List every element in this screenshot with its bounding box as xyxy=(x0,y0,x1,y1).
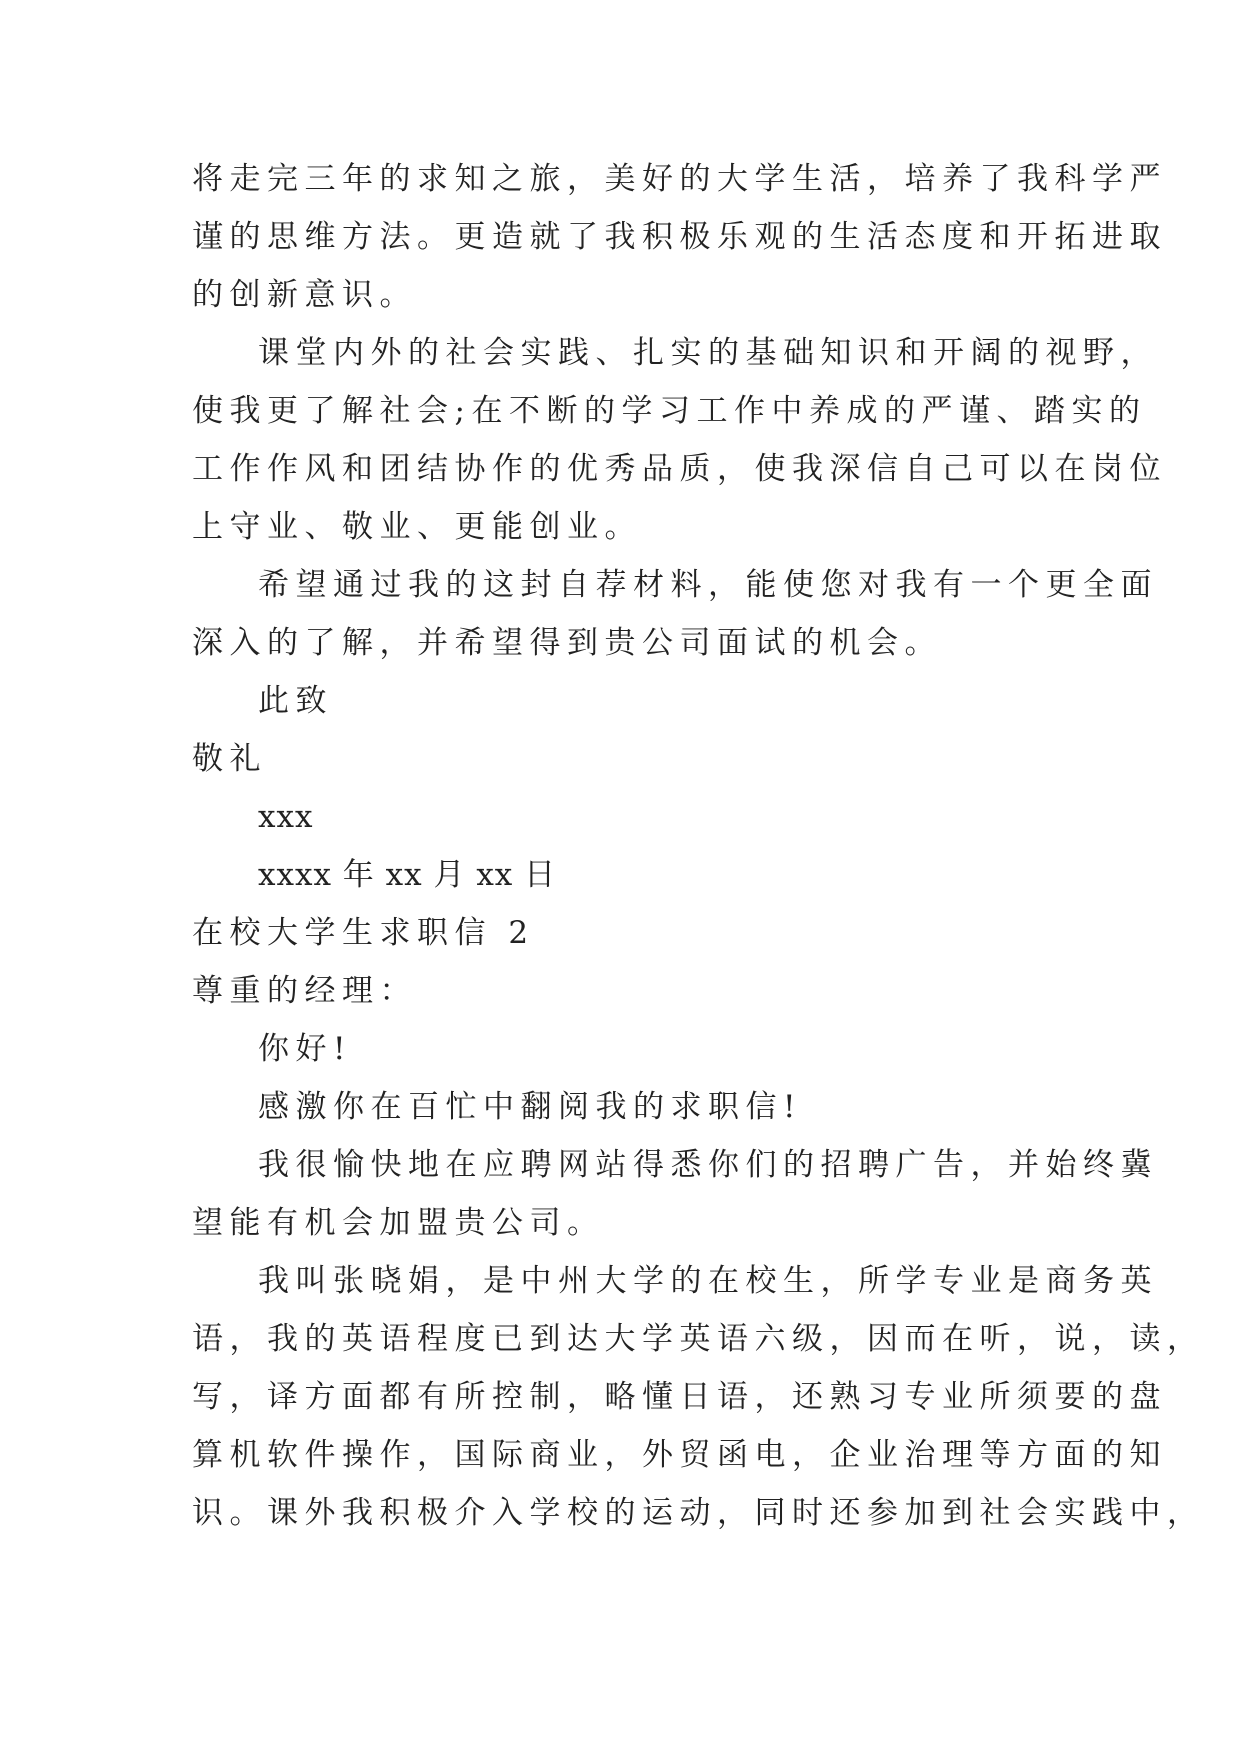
text-line: 算机软件操作，国际商业，外贸函电，企业治理等方面的知 xyxy=(192,1437,1167,1473)
text-line: 课堂内外的社会实践、扎实的基础知识和开阔的视野， xyxy=(258,335,1158,371)
paragraph xyxy=(192,1136,1158,1252)
document-body xyxy=(192,150,1205,1542)
text-line: 谨的思维方法。更造就了我积极乐观的生活态度和开拓进取 xyxy=(192,219,1167,255)
text-line: 使我更了解社会;在不断的学习工作中养成的严谨、踏实的 xyxy=(192,393,1147,429)
salutation-closing xyxy=(192,730,1054,788)
text-line: 工作作风和团结协作的优秀品质，使我深信自己可以在岗位 xyxy=(192,451,1167,487)
text-line: 在校大学生求职信 2 xyxy=(192,915,535,951)
paragraph xyxy=(192,1252,1205,1542)
text-line: 望能有机会加盟贵公司。 xyxy=(192,1205,605,1241)
text-line: 深入的了解，并希望得到贵公司面试的机会。 xyxy=(192,625,942,661)
greeting xyxy=(192,962,1054,1020)
text-line: 的创新意识。 xyxy=(192,277,417,313)
closing-phrase xyxy=(192,672,1054,730)
paragraph xyxy=(192,556,1158,672)
text-line: 语，我的英语程度已到达大学英语六级，因而在听，说，读， xyxy=(192,1321,1205,1357)
paragraph xyxy=(192,150,1167,324)
text-line: xxxx 年 xx 月 xx 日 xyxy=(258,857,557,893)
text-line: 我很愉快地在应聘网站得悉你们的招聘广告，并始终冀 xyxy=(258,1147,1158,1183)
text-line: 感激你在百忙中翻阅我的求职信! xyxy=(258,1089,802,1125)
text-line: 将走完三年的求知之旅，美好的大学生活，培养了我科学严 xyxy=(192,161,1167,197)
paragraph xyxy=(192,1078,1054,1136)
signature xyxy=(192,788,1054,846)
text-line: xxx xyxy=(258,799,314,835)
text-line: 此致 xyxy=(258,683,333,719)
text-line: 我叫张晓娟，是中州大学的在校生，所学专业是商务英 xyxy=(258,1263,1158,1299)
text-line: 希望通过我的这封自荐材料，能使您对我有一个更全面 xyxy=(258,567,1158,603)
paragraph xyxy=(192,1020,1054,1078)
text-line: 尊重的经理： xyxy=(192,973,417,1009)
paragraph xyxy=(192,324,1167,556)
text-line: 写，译方面都有所控制，略懂日语，还熟习专业所须要的盘 xyxy=(192,1379,1167,1415)
date xyxy=(192,846,1054,904)
text-line: 上守业、敬业、更能创业。 xyxy=(192,509,642,545)
text-line: 识。课外我积极介入学校的运动，同时还参加到社会实践中， xyxy=(192,1495,1205,1531)
text-line: 你好! xyxy=(258,1031,352,1067)
text-line: 敬礼 xyxy=(192,741,267,777)
section-title xyxy=(192,904,1054,962)
